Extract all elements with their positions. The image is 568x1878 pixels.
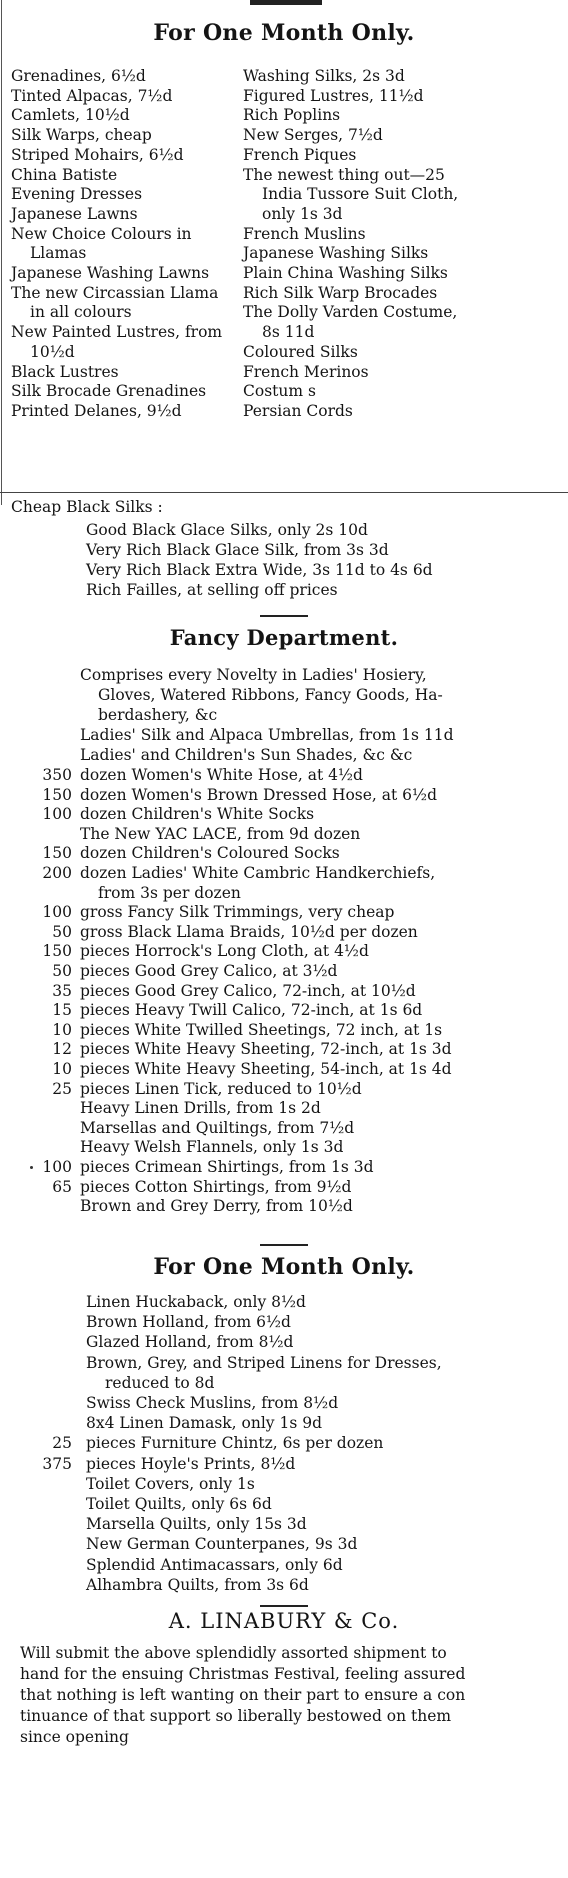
fancy-item-text: dozen Children's White Socks	[80, 805, 315, 824]
goods-line-right: The Dolly Varden Costume,	[243, 303, 458, 322]
goods-line-right: Coloured Silks	[243, 342, 358, 361]
goods-line-right: Figured Lustres, 11½d	[243, 86, 424, 105]
closing-line: hand for the ensuing Christmas Festival, feeling assured	[20, 1665, 466, 1683]
goods-line-right: only 1s 3d	[262, 204, 343, 223]
top-rule	[250, 0, 322, 5]
item-quantity: 25	[52, 1079, 72, 1098]
item-quantity: 100	[42, 903, 72, 922]
closing-line: Will submit the above splendidly assorted shipment to	[20, 1644, 447, 1662]
item-quantity: 25	[52, 1434, 72, 1453]
black-silk-item: Rich Failles, at selling off prices	[86, 581, 338, 599]
item-quantity: 100	[42, 1158, 72, 1176]
fancy-item-text: pieces Heavy Twill Calico, 72-inch, at 1s 6d	[80, 1001, 423, 1020]
black-silk-item: Very Rich Black Extra Wide, 3s 11d to 4s 6d	[86, 561, 433, 579]
fancy-item-text: pieces Cotton Shirtings, from 9½d	[80, 1177, 352, 1196]
fancy-item-text: pieces Linen Tick, reduced to 10½d	[80, 1079, 362, 1098]
black-silk-item: Very Rich Black Glace Silk, from 3s 3d	[86, 541, 389, 559]
fancy-item-text: dozen Women's White Hose, at 4½d	[80, 766, 363, 784]
fancy-item-text: Brown and Grey Derry, from 10½d	[80, 1197, 353, 1216]
goods-line-left: Striped Mohairs, 6½d	[11, 145, 184, 164]
section3-item-text: Toilet Quilts, only 6s 6d	[86, 1495, 272, 1513]
black-silk-item: Good Black Glace Silks, only 2s 10d	[86, 521, 368, 539]
item-quantity: 35	[52, 981, 72, 1000]
section-divider	[0, 492, 568, 493]
closing-paragraph	[20, 1643, 565, 1748]
column-edge-rule	[1, 0, 2, 505]
item-quantity: 150	[42, 785, 72, 804]
section3-item-text: Linen Huckaback, only 8½d	[86, 1293, 306, 1311]
goods-line-left: Printed Delanes, 9½d	[11, 401, 182, 420]
short-rule	[260, 1605, 308, 1607]
section3-item-text: Brown, Grey, and Striped Linens for Dresses,	[86, 1353, 442, 1372]
fancy-item-text: The New YAC LACE, from 9d dozen	[80, 824, 361, 843]
section3-item-text: Marsella Quilts, only 15s 3d	[86, 1515, 307, 1534]
item-quantity: 50	[52, 922, 72, 941]
closing-line: that nothing is left wanting on their part to ensure a con	[20, 1686, 466, 1704]
goods-line-left: Japanese Washing Lawns	[11, 264, 210, 282]
goods-line-right: French Merinos	[243, 362, 369, 381]
fancy-intro-line: Ladies' and Children's Sun Shades, &c &c	[80, 746, 413, 764]
goods-line-left: in all colours	[30, 303, 132, 322]
goods-line-right: Costum s	[243, 382, 316, 401]
fancy-intro-line: berdashery, &c	[98, 706, 218, 724]
item-quantity: 375	[42, 1454, 72, 1473]
section3-item-text: 8x4 Linen Damask, only 1s 9d	[86, 1414, 322, 1433]
goods-line-left: 10½d	[30, 342, 75, 361]
fancy-intro-line: Comprises every Novelty in Ladies' Hosiery,	[80, 666, 427, 684]
goods-line-right: French Muslins	[243, 224, 366, 243]
goods-line-right: Washing Silks, 2s 3d	[243, 67, 405, 85]
fancy-intro-line: Ladies' Silk and Alpaca Umbrellas, from 1s 11d	[80, 726, 454, 744]
section3-item-text: pieces Hoyle's Prints, 8½d	[86, 1454, 296, 1473]
goods-line-right: New Serges, 7½d	[243, 126, 383, 145]
goods-line-right: The newest thing out—25	[243, 165, 445, 184]
short-rule	[260, 615, 308, 617]
item-quantity: 65	[52, 1177, 72, 1196]
firm-name: A. LINABURY & Co.	[168, 1609, 400, 1633]
item-quantity: 100	[42, 805, 72, 824]
section3-item-text: Toilet Covers, only 1s	[86, 1474, 255, 1493]
goods-line-left: Tinted Alpacas, 7½d	[11, 86, 173, 105]
goods-line-right: Rich Silk Warp Brocades	[243, 283, 438, 302]
item-quantity: 150	[42, 844, 72, 863]
goods-line-right: Japanese Washing Silks	[243, 244, 429, 263]
fancy-item-text: pieces Good Grey Calico, 72-inch, at 10½d	[80, 981, 416, 1000]
goods-line-right: India Tussore Suit Cloth,	[262, 185, 459, 204]
goods-line-left: Black Lustres	[11, 362, 119, 381]
fancy-item-text: pieces Horrock's Long Cloth, at 4½d	[80, 942, 369, 961]
goods-line-right: French Piques	[243, 145, 357, 164]
item-quantity: 350	[42, 766, 72, 784]
item-quantity: 50	[52, 962, 72, 980]
goods-line-left: Evening Dresses	[11, 185, 143, 204]
item-quantity: 10	[52, 1060, 72, 1078]
fancy-item-text: from 3s per dozen	[98, 883, 241, 902]
goods-line-right: Persian Cords	[243, 401, 353, 420]
goods-line-left: Grenadines, 6½d	[11, 67, 146, 85]
fancy-item-text: pieces Good Grey Calico, at 3½d	[80, 962, 338, 980]
fancy-item-text: pieces Crimean Shirtings, from 1s 3d	[80, 1158, 374, 1176]
goods-line-left: The new Circassian Llama	[11, 283, 219, 302]
fancy-intro-line: Gloves, Watered Ribbons, Fancy Goods, Ha-	[98, 686, 443, 704]
section-title-month-2: For One Month Only.	[153, 1254, 415, 1280]
fancy-item-text: gross Black Llama Braids, 10½d per dozen	[80, 922, 418, 941]
stray-mark	[30, 1166, 33, 1169]
item-quantity: 15	[52, 1001, 72, 1020]
item-quantity: 150	[42, 942, 72, 961]
goods-line-left: Llamas	[30, 244, 87, 263]
closing-line: since opening	[20, 1728, 129, 1746]
goods-line-left: China Batiste	[11, 165, 118, 184]
closing-line: tinuance of that support so liberally bestowed on them	[20, 1707, 452, 1725]
section3-item-text: Splendid Antimacassars, only 6d	[86, 1555, 343, 1574]
item-quantity: 200	[42, 864, 72, 882]
goods-line-right: 8s 11d	[262, 323, 315, 342]
section3-item-text: Swiss Check Muslins, from 8½d	[86, 1394, 339, 1412]
goods-line-left: Japanese Lawns	[11, 204, 138, 223]
item-quantity: 10	[52, 1020, 72, 1039]
fancy-item-text: Heavy Linen Drills, from 1s 2d	[80, 1099, 321, 1118]
fancy-item-text: gross Fancy Silk Trimmings, very cheap	[80, 903, 395, 922]
section3-item-text: reduced to 8d	[105, 1373, 215, 1392]
goods-line-left: New Choice Colours in	[11, 224, 192, 243]
goods-line-right: Rich Poplins	[243, 106, 341, 125]
section3-item-text: New German Counterpanes, 9s 3d	[86, 1535, 358, 1554]
section3-item-text: Alhambra Quilts, from 3s 6d	[86, 1575, 309, 1594]
item-quantity: 12	[52, 1040, 72, 1059]
goods-line-left: Silk Warps, cheap	[11, 126, 152, 145]
fancy-item-text: dozen Ladies' White Cambric Handkerchiefs,	[80, 864, 436, 882]
section-title-fancy: Fancy Department.	[169, 625, 399, 650]
short-rule	[260, 1244, 308, 1246]
section3-item-text: Brown Holland, from 6½d	[86, 1313, 291, 1332]
section3-item-text: Glazed Holland, from 8½d	[86, 1333, 294, 1352]
goods-line-left: Camlets, 10½d	[11, 106, 130, 125]
fancy-item-text: Marsellas and Quiltings, from 7½d	[80, 1118, 355, 1137]
fancy-item-text: pieces White Heavy Sheeting, 54-inch, at 1s 4d	[80, 1060, 452, 1078]
fancy-item-text: pieces White Heavy Sheeting, 72-inch, at 1s 3d	[80, 1040, 452, 1059]
black-silks-heading: Cheap Black Silks :	[11, 498, 163, 516]
goods-line-right: Plain China Washing Silks	[243, 264, 448, 282]
goods-line-left: New Painted Lustres, from	[11, 323, 223, 342]
fancy-item-text: dozen Children's Coloured Socks	[80, 844, 340, 863]
fancy-item-text: pieces White Twilled Sheetings, 72 inch, at 1s	[80, 1020, 443, 1039]
section3-item-text: pieces Furniture Chintz, 6s per dozen	[86, 1434, 384, 1453]
fancy-item-text: dozen Women's Brown Dressed Hose, at 6½d	[80, 785, 437, 804]
goods-line-left: Silk Brocade Grenadines	[11, 382, 207, 401]
section-title-month-1: For One Month Only.	[153, 20, 415, 46]
fancy-item-text: Heavy Welsh Flannels, only 1s 3d	[80, 1138, 344, 1157]
